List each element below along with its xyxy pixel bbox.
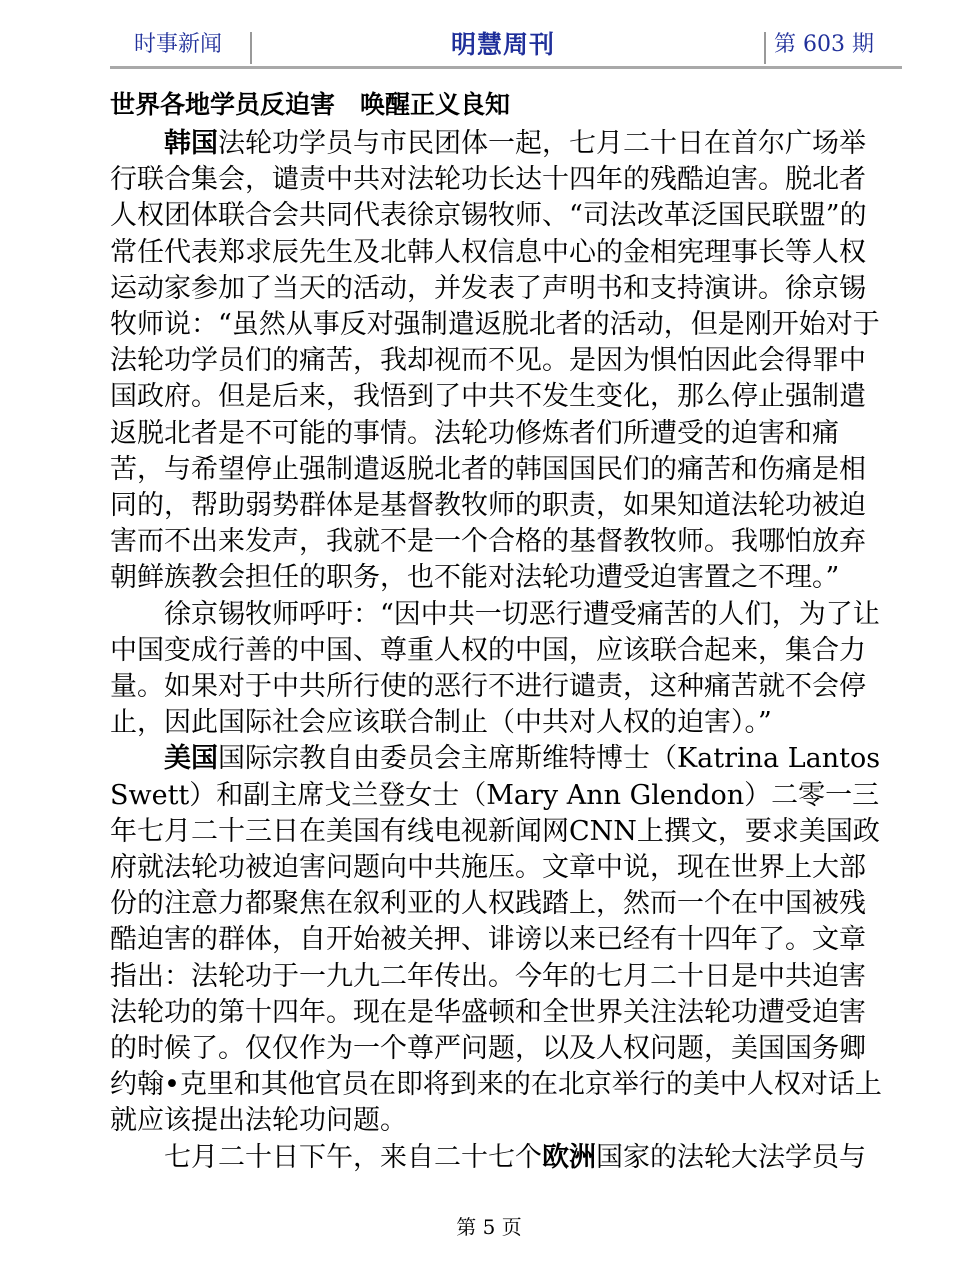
paragraph-appeal <box>110 597 886 742</box>
article-body <box>110 88 886 1176</box>
paragraph-usa <box>110 741 886 1139</box>
article-title: 世界各地学员反迫害 唤醒正义良知 <box>110 90 511 119</box>
paragraph-text-europe-after: 国家的法轮大法学员与 <box>596 1141 866 1173</box>
paragraph-lead-europe: 欧洲 <box>542 1141 596 1173</box>
paragraph-lead-usa: 美国 <box>164 743 218 775</box>
section-label: 时事新闻 <box>134 32 223 57</box>
paragraph-text-appeal: 徐京锡牧师呼吁：“因中共一切恶行遭受痛苦的人们，为了让中国变成行善的中国、尊重人权的中国，应该联合起来，集合力量。如果对于中共所行使的恶行不进行谴责，这种痛苦就不会停止，因此国际社会应该联合制止（中共对人权的迫害）。” <box>110 598 880 739</box>
paragraph-text-europe-before: 七月二十日下午，来自二十七个 <box>164 1141 542 1173</box>
paragraph-lead-korea: 韩国 <box>164 128 218 159</box>
header-divider-left <box>250 32 252 64</box>
header-divider-right <box>764 32 766 64</box>
page-header <box>110 28 902 66</box>
header-rule <box>110 66 902 69</box>
paragraph-text-usa: 国际宗教自由委员会主席斯维特博士（Katrina Lantos Swett）和副主席戈兰登女士（Mary Ann Glendon）二零一三年七月二十三日在美国有线电视新闻网CNN上撰文，要求美国政府就法轮功被迫害问题向中共施压。文章中说，现在世界上大部份的注意力都聚焦在叙利亚的人权践踏上，然而一个在中国被残酷迫害的群体，自开始被关押、诽谤以来已经有十四年了。文章指出：法轮功于一九九二年传出。今年的七月二十日是中共迫害法轮功的第十四年。现在是华盛顿和全世界关注法轮功遭受迫害的时候了。仅仅作为一个尊严问题，以及人权问题，美国国务卿约翰•克里和其他官员在即将到来的在北京举行的美中人权对话上就应该提出法轮功问题。 <box>110 743 882 1137</box>
paragraph-korea <box>110 126 886 597</box>
issue-number: 第 603 期 <box>774 32 874 57</box>
page-number: 第 5 页 <box>456 1215 522 1239</box>
paragraph-europe <box>110 1140 886 1176</box>
publication-title: 明慧周刊 <box>450 30 555 59</box>
paragraph-text-korea: 法轮功学员与市民团体一起，七月二十日在首尔广场举行联合集会，谴责中共对法轮功长达十四年的残酷迫害。脱北者人权团体联合会共同代表徐京锡牧师、“司法改革泛国民联盟”的常任代表郑求辰先生及北韩人权信息中心的金相宪理事长等人权运动家参加了当天的活动，并发表了声明书和支持演讲。徐京锡牧师说：“虽然从事反对强制遣返脱北者的活动，但是刚开始对于法轮功学员们的痛苦，我却视而不见。是因为惧怕因此会得罪中国政府。但是后来，我悟到了中共不发生变化，那么停止强制遣返脱北者是不可能的事情。法轮功修炼者们所遭受的迫害和痛苦，与希望停止强制遣返脱北者的韩国国民们的痛苦和伤痛是相同的，帮助弱势群体是基督教牧师的职责，如果知道法轮功被迫害而不出来发声，我就不是一个合格的基督教牧师。我哪怕放弃朝鲜族教会担任的职务，也不能对法轮功遭受迫害置之不理。” <box>110 128 880 594</box>
